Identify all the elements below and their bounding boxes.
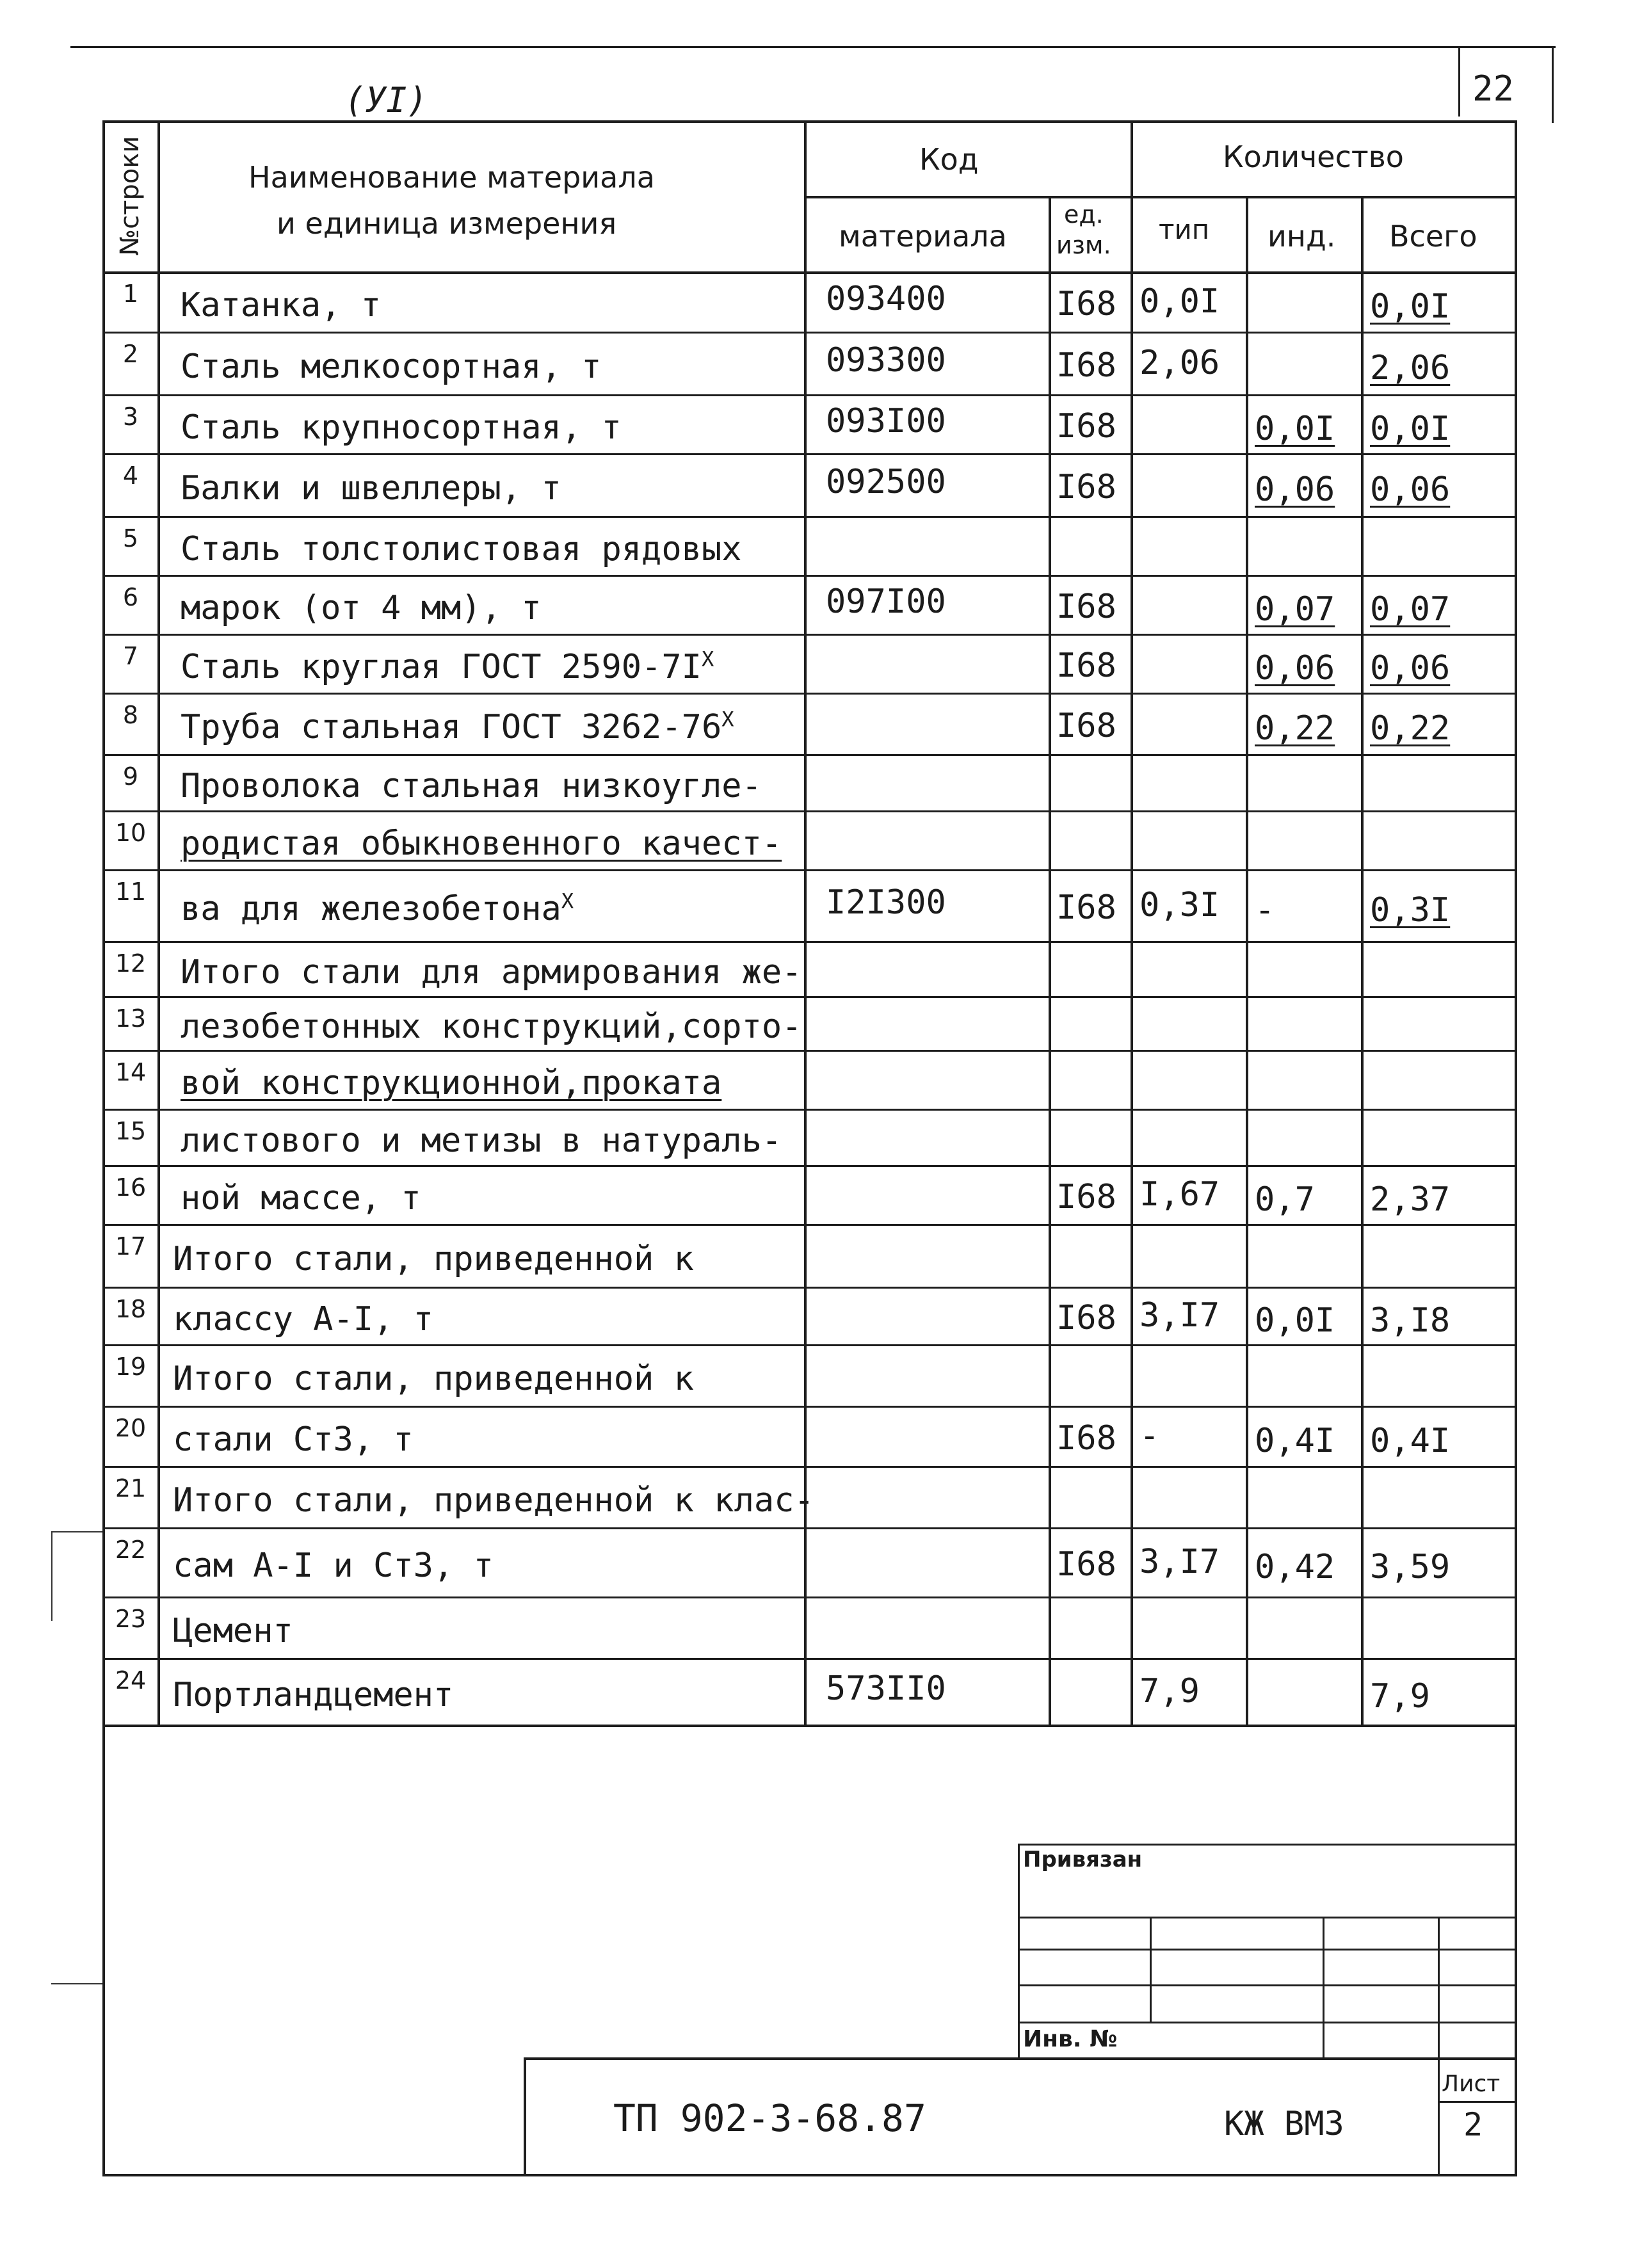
qty-type: 0,3I [1139,886,1220,924]
material-name-text: Сталь крупносортная, т [181,408,622,447]
qty-ind: 0,4I [1255,1422,1335,1460]
qty-total: 0,07 [1370,590,1451,629]
qty-total: 7,9 [1370,1677,1430,1716]
material-name [173,1420,414,1459]
qty-total: 2,06 [1370,349,1451,387]
sheet-cell-divider [1438,2101,1516,2103]
material-name-text: Итого стали, приведенной к клас- [173,1481,814,1520]
material-name-text: Итого стали для армирования же- [181,953,802,992]
row-separator [102,1527,1517,1529]
unit-code: I68 [1056,588,1116,626]
row-number: 14 [115,1058,147,1086]
sheet-cell-left [1438,2057,1440,2175]
row-separator [102,754,1517,756]
qty-type: - [1139,1417,1160,1455]
header-qty-total: Всего [1389,219,1477,253]
material-name-text: Сталь круглая ГОСТ 2590-7I [181,648,702,686]
right-frame-line [1552,46,1554,123]
material-code: 093300 [826,341,946,380]
row-number: 11 [115,878,147,906]
row-number: 16 [115,1173,147,1202]
unit-code: I68 [1056,889,1116,927]
header-name-line1: Наименование материала [248,160,655,195]
qty-type: 3,I7 [1139,1296,1220,1335]
material-name-text: марок (от 4 мм), т [181,589,542,627]
header-quantity: Количество [1223,140,1404,174]
row-separator [102,394,1517,396]
material-name [173,1678,453,1712]
qty-total: 3,I8 [1370,1301,1451,1340]
material-name [181,286,382,325]
qty-type: 0,0I [1139,282,1220,321]
material-name [181,647,714,686]
qty-total: 2,37 [1370,1180,1451,1219]
table-bottom-border [102,2174,1517,2176]
row-number: 20 [115,1414,147,1442]
row-separator [102,996,1517,998]
material-name-text: Портландцемент [173,1676,454,1714]
material-name [181,530,742,568]
col-line-total [1361,197,1364,1727]
title-block-top [524,2057,1517,2060]
bound-grid-col-1 [1150,1917,1152,2023]
header-code-material: материала [839,219,1007,253]
material-name [181,707,734,746]
material-name-text: Проволока стальная низкоугле- [181,767,762,805]
row-separator [102,1224,1517,1226]
material-code: 093400 [826,280,946,318]
row-number: 5 [122,524,139,552]
qty-total: 0,4I [1370,1422,1451,1460]
row-separator [102,575,1517,577]
table-right-border [1515,120,1517,2176]
row-separator [102,1050,1517,1052]
row-number: 4 [122,462,139,490]
row-number: 3 [122,403,139,431]
margin-mark-3 [51,1531,52,1621]
material-code: 097I00 [826,583,946,621]
row-separator [102,941,1517,943]
top-frame-line [70,46,1556,48]
bound-grid-line-2 [1018,1949,1517,1950]
corner-box-left-line [1458,46,1460,117]
material-name [181,769,762,803]
row-number: 6 [122,583,139,611]
qty-ind: 0,42 [1255,1548,1335,1586]
material-name [181,591,542,625]
qty-total: 0,0I [1370,287,1451,326]
row-number: 18 [115,1295,147,1323]
drawing-mark: КЖ ВМЗ [1224,2105,1344,2143]
unit-code: I68 [1056,1419,1116,1458]
material-name [181,953,802,992]
material-name-text: классу А-I, т [173,1300,433,1339]
material-name [173,1547,494,1585]
unit-code: I68 [1056,407,1116,446]
material-name-text: Балки и швеллеры, т [181,469,561,508]
qty-total: 0,06 [1370,649,1451,688]
row-separator [102,1287,1517,1289]
qty-ind: 0,0I [1255,410,1335,448]
header-code: Код [919,142,979,177]
row-separator [102,1466,1517,1468]
table-body-bottom-line [102,1725,1517,1727]
doc-code: ТП 902-3-68.87 [613,2096,926,2140]
bound-grid-line-3 [1018,1984,1517,1986]
material-name [181,408,622,447]
qty-type: 7,9 [1139,1672,1200,1710]
material-code: 092500 [826,463,946,501]
material-code: I2I300 [826,883,946,922]
row-separator [102,453,1517,455]
qty-type: 2,06 [1139,344,1220,382]
row-number: 24 [115,1666,147,1694]
unit-code: I68 [1056,707,1116,745]
row-number: 8 [122,701,139,729]
material-name [173,1360,694,1398]
row-separator [102,869,1517,871]
material-name-text: лезобетонных конструкций,сорто- [181,1008,802,1046]
material-name-text: родистая обыкновенного качест- [181,824,782,863]
col-line-quantity [1131,120,1133,1727]
qty-type: I,67 [1139,1175,1220,1214]
bound-block-left [1018,1844,1020,2059]
row-number: 23 [115,1605,147,1633]
row-number: 9 [122,762,139,791]
qty-total: 0,22 [1370,709,1451,748]
row-separator [102,1406,1517,1408]
material-name-text: ва для железобетона [181,890,561,928]
bound-grid-col-3 [1438,1917,1440,2059]
material-name-text: Цемент [173,1612,293,1650]
material-name-text: ной массе, т [181,1179,421,1218]
material-name-text: вой конструкционной,проката [181,1064,722,1102]
header-bottom-line [102,271,1517,274]
material-name [181,1066,721,1100]
header-code-unit-line2: изм. [1056,231,1111,259]
sheet-number: 2 [1463,2106,1483,2143]
bound-grid-line-1 [1018,1917,1517,1918]
unit-code: I68 [1056,346,1116,385]
material-name [181,1008,802,1046]
qty-ind: 0,7 [1255,1180,1315,1219]
bound-grid-line-4 [1018,2022,1517,2023]
qty-ind: 0,06 [1255,649,1335,688]
col-line-ind [1246,197,1248,1727]
material-code: 093I00 [826,402,946,440]
row-number: 22 [115,1536,147,1564]
sheet-label: Лист [1442,2071,1501,2097]
material-name [173,1614,293,1648]
bound-grid-col-2 [1323,1917,1324,2059]
margin-mark-1 [51,1531,102,1532]
header-name-line2: и единица измерения [277,206,617,241]
material-name-text: Катанка, т [181,286,382,325]
title-block-left [524,2057,526,2175]
row-separator [102,634,1517,636]
margin-mark-2 [51,1983,102,1984]
header-code-unit-line1: ед. [1064,200,1104,229]
row-separator [102,810,1517,812]
header-subline [804,196,1516,198]
material-name [181,348,602,386]
row-separator [102,693,1517,695]
qty-ind: 0,07 [1255,590,1335,629]
row-separator [102,1596,1517,1598]
row-number: 7 [122,642,139,670]
row-number: 15 [115,1117,147,1145]
inventory-label: Инв. № [1023,2026,1118,2052]
row-separator [102,1165,1517,1167]
material-name-text: листового и метизы в натураль- [181,1122,782,1160]
row-number: 13 [115,1004,147,1033]
row-separator [102,332,1517,334]
material-code: 573II0 [826,1669,946,1708]
row-number: 1 [122,280,139,308]
qty-total: 0,0I [1370,410,1451,448]
header-row-number: №строки [115,136,145,256]
col-line-unit [1049,197,1051,1727]
unit-code: I68 [1056,1299,1116,1337]
unit-code: I68 [1056,647,1116,685]
unit-code: I68 [1056,285,1116,323]
row-number: 12 [115,949,147,977]
qty-ind: 0,0I [1255,1301,1335,1340]
col-line-rownum [157,120,160,1727]
material-name [181,1122,782,1160]
qty-ind: 0,06 [1255,470,1335,509]
material-name [173,1240,694,1278]
qty-type: 3,I7 [1139,1543,1220,1581]
material-name-text: Сталь мелкосортная, т [181,348,602,386]
footnote-mark: Х [721,707,734,732]
header-qty-type: тип [1159,214,1210,245]
qty-total: 0,3I [1370,891,1451,929]
section-label: (УI) [344,80,428,120]
row-number: 21 [115,1474,147,1502]
material-name-text: Итого стали, приведенной к [173,1240,694,1278]
qty-total: 0,06 [1370,470,1451,509]
material-name-text: Итого стали, приведенной к [173,1360,694,1398]
material-name [181,469,561,508]
footnote-mark: Х [701,647,714,672]
material-name-text: Сталь толстолистовая рядовых [181,530,742,568]
row-separator [102,1109,1517,1111]
qty-ind: - [1255,891,1275,929]
qty-total: 3,59 [1370,1548,1451,1586]
row-separator [102,1344,1517,1346]
bound-block-top [1018,1844,1517,1846]
table-top-border [102,120,1517,123]
sheet-corner-number: 22 [1472,68,1515,109]
unit-code: I68 [1056,468,1116,506]
header-qty-ind: инд. [1268,219,1336,253]
row-number: 2 [122,340,139,368]
bound-label: Привязан [1023,1847,1143,1872]
unit-code: I68 [1056,1178,1116,1216]
row-number: 10 [115,819,147,847]
material-name [173,1300,433,1339]
qty-ind: 0,22 [1255,709,1335,748]
unit-code: I68 [1056,1545,1116,1584]
row-number: 17 [115,1232,147,1260]
footnote-mark: Х [561,889,574,913]
row-separator [102,1658,1517,1660]
material-name-text: сам А-I и Ст3, т [173,1547,494,1585]
material-name [181,824,782,863]
material-name-text: Труба стальная ГОСТ 3262-76 [181,708,722,746]
row-number: 19 [115,1353,147,1381]
material-name [181,889,574,928]
material-name [173,1481,814,1520]
material-name [181,1179,421,1218]
row-separator [102,516,1517,518]
material-name-text: стали Ст3, т [173,1420,414,1459]
